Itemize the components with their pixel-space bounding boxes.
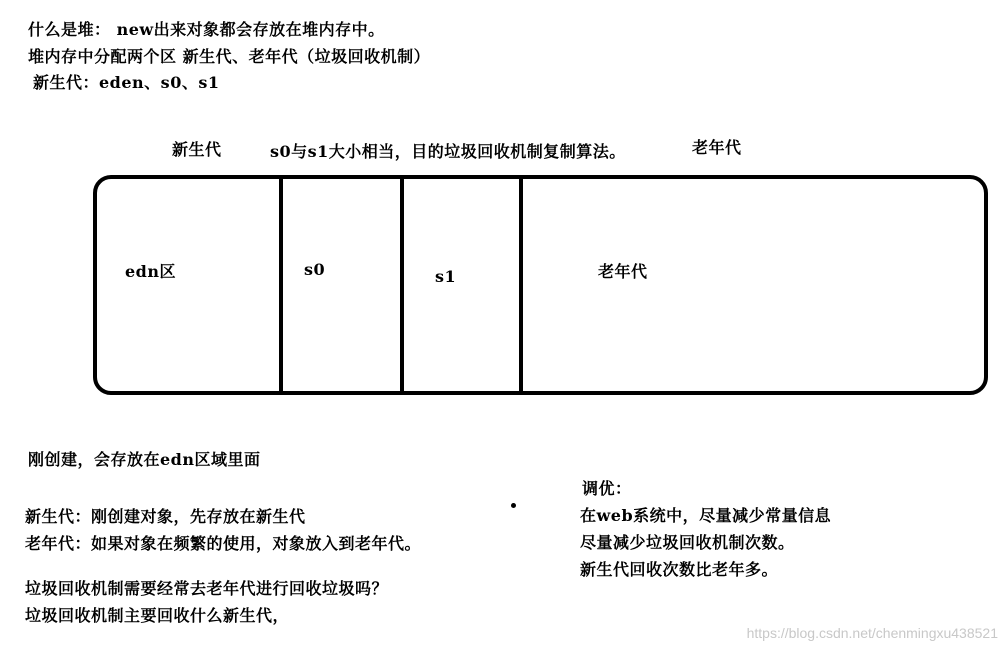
note-right-1: 在web系统中，尽量减少常量信息 [580, 506, 832, 525]
note-left-1: 刚创建，会存放在edn区域里面 [28, 450, 261, 469]
region-old-label: 老年代 [598, 262, 648, 281]
region-s0-label: s0 [304, 260, 326, 279]
intro-line-2: 堆内存中分配两个区 新生代、老年代（垃圾回收机制） [28, 47, 431, 66]
note-left-2: 新生代：刚创建对象，先存放在新生代 [25, 507, 306, 526]
stray-dot [511, 503, 516, 508]
label-survivor-note: s0与s1大小相当，目的垃圾回收机制复制算法。 [270, 142, 626, 161]
divider-s1-old [519, 177, 523, 395]
label-old-generation-top: 老年代 [692, 138, 742, 157]
region-s1-label: s1 [435, 267, 457, 286]
watermark: https://blog.csdn.net/chenmingxu438521 [746, 625, 998, 641]
intro-line-1: 什么是堆： new出来对象都会存放在堆内存中。 [28, 20, 385, 39]
note-right-title: 调优： [582, 479, 632, 498]
note-left-3: 老年代：如果对象在频繁的使用，对象放入到老年代。 [25, 534, 422, 553]
note-right-2: 尽量减少垃圾回收机制次数。 [580, 533, 795, 552]
label-young-generation: 新生代 [172, 140, 222, 159]
divider-s0-s1 [400, 177, 404, 395]
heap-diagram-box [93, 175, 988, 395]
intro-line-3: 新生代：eden、s0、s1 [33, 73, 220, 92]
note-left-4: 垃圾回收机制需要经常去老年代进行回收垃圾吗？ [25, 579, 389, 598]
note-right-3: 新生代回收次数比老年多。 [580, 560, 779, 579]
region-eden-label: edn区 [125, 262, 177, 281]
divider-eden-s0 [279, 177, 283, 395]
note-left-5: 垃圾回收机制主要回收什么新生代， [25, 606, 290, 625]
